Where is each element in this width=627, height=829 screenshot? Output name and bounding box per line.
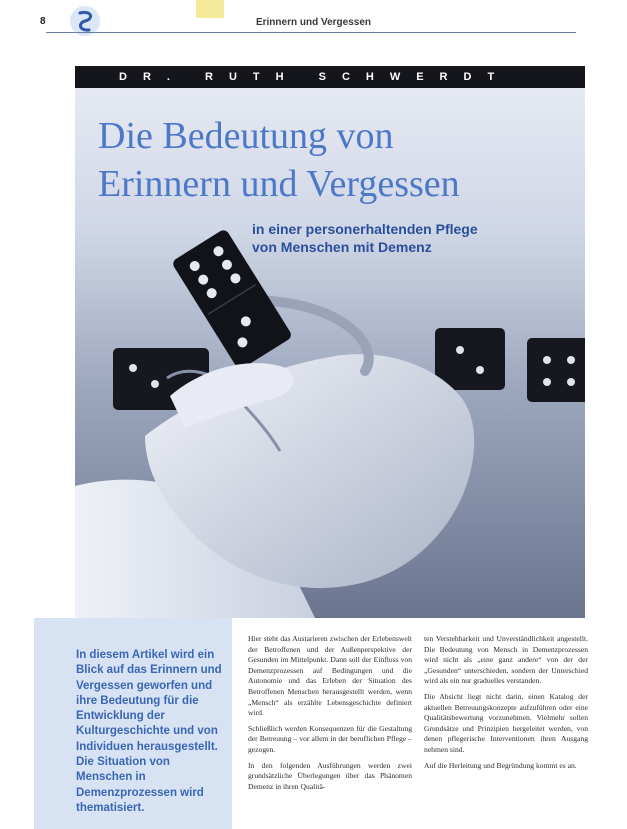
author-banner: DR. RUTH SCHWERDT [75, 66, 585, 88]
article-title-line: Die Bedeutung von [98, 115, 394, 157]
header-divider [46, 32, 576, 33]
body-paragraph: ten Verstehbarkeit und Unverständlichkeit angestellt. Die Bedeutung von Mensch in Demenzprozessen wird nicht als „eine ganz andere“ von der der „Gesunden“ unterschieden, sondern der Unterschied wird als ein nur graduelles verstanden. [424, 634, 588, 686]
page-tab-marker [196, 0, 224, 18]
running-head: Erinnern und Vergessen [255, 17, 372, 28]
body-paragraph: In den folgenden Ausführungen werden zwei grundsätzliche Überlegungen über das Phänomen Demenz in ihren Qualitä- [248, 760, 412, 791]
page-number: 8 [40, 16, 46, 27]
article-title-line: Erinnern und Vergessen [98, 163, 460, 205]
body-paragraph: Schließlich werden Konsequenzen für die Gestaltung der Betreuung – vor allem in der beruflichen Pflege – gezogen. [248, 723, 412, 754]
article-title [98, 112, 460, 208]
article-subtitle-line: in einer personerhaltenden Pflege [252, 221, 478, 237]
body-column-1 [248, 634, 412, 797]
body-column-2 [424, 634, 588, 776]
body-paragraph: Die Absicht liegt nicht darin, einen Katalog der aktuellen Betreuungskonzepte aufzuführen oder eine Qualitätsbewertung vorzunehmen. Vielmehr sollen Grundsätze und Prinzipien hergeleitet werden, von denen pflegerische Interventionen ihren Ausgang nehmen sind. [424, 691, 588, 754]
article-subtitle [252, 220, 478, 256]
body-paragraph: Auf die Herleitung und Begründung kommt es an. [424, 760, 577, 770]
article-subtitle-line: von Menschen mit Demenz [252, 239, 432, 255]
lead-paragraph: In diesem Artikel wird ein Blick auf das Erinnern und Vergessen geworfen und ihre Bedeutung für die Entwicklung der Kulturgeschichte und von Individuen herausgestellt. Die Situation von Menschen in Demenzprozessen wird thematisiert. [76, 649, 222, 814]
body-paragraph: Hier steht das Austarieren zwischen der Erlebenswelt der Betroffenen und der Außenperspektive der Gesunden im Mittelpunkt. Dann soll der Einfluss von Demenzprozessen auf Bedingungen und die Autonomie und das Erleben der Situation des Betroffenen Menschen herausgestellt werden, wenn „Mensch“ als erzählte Lebensgeschichte definiert wird. [248, 634, 412, 718]
